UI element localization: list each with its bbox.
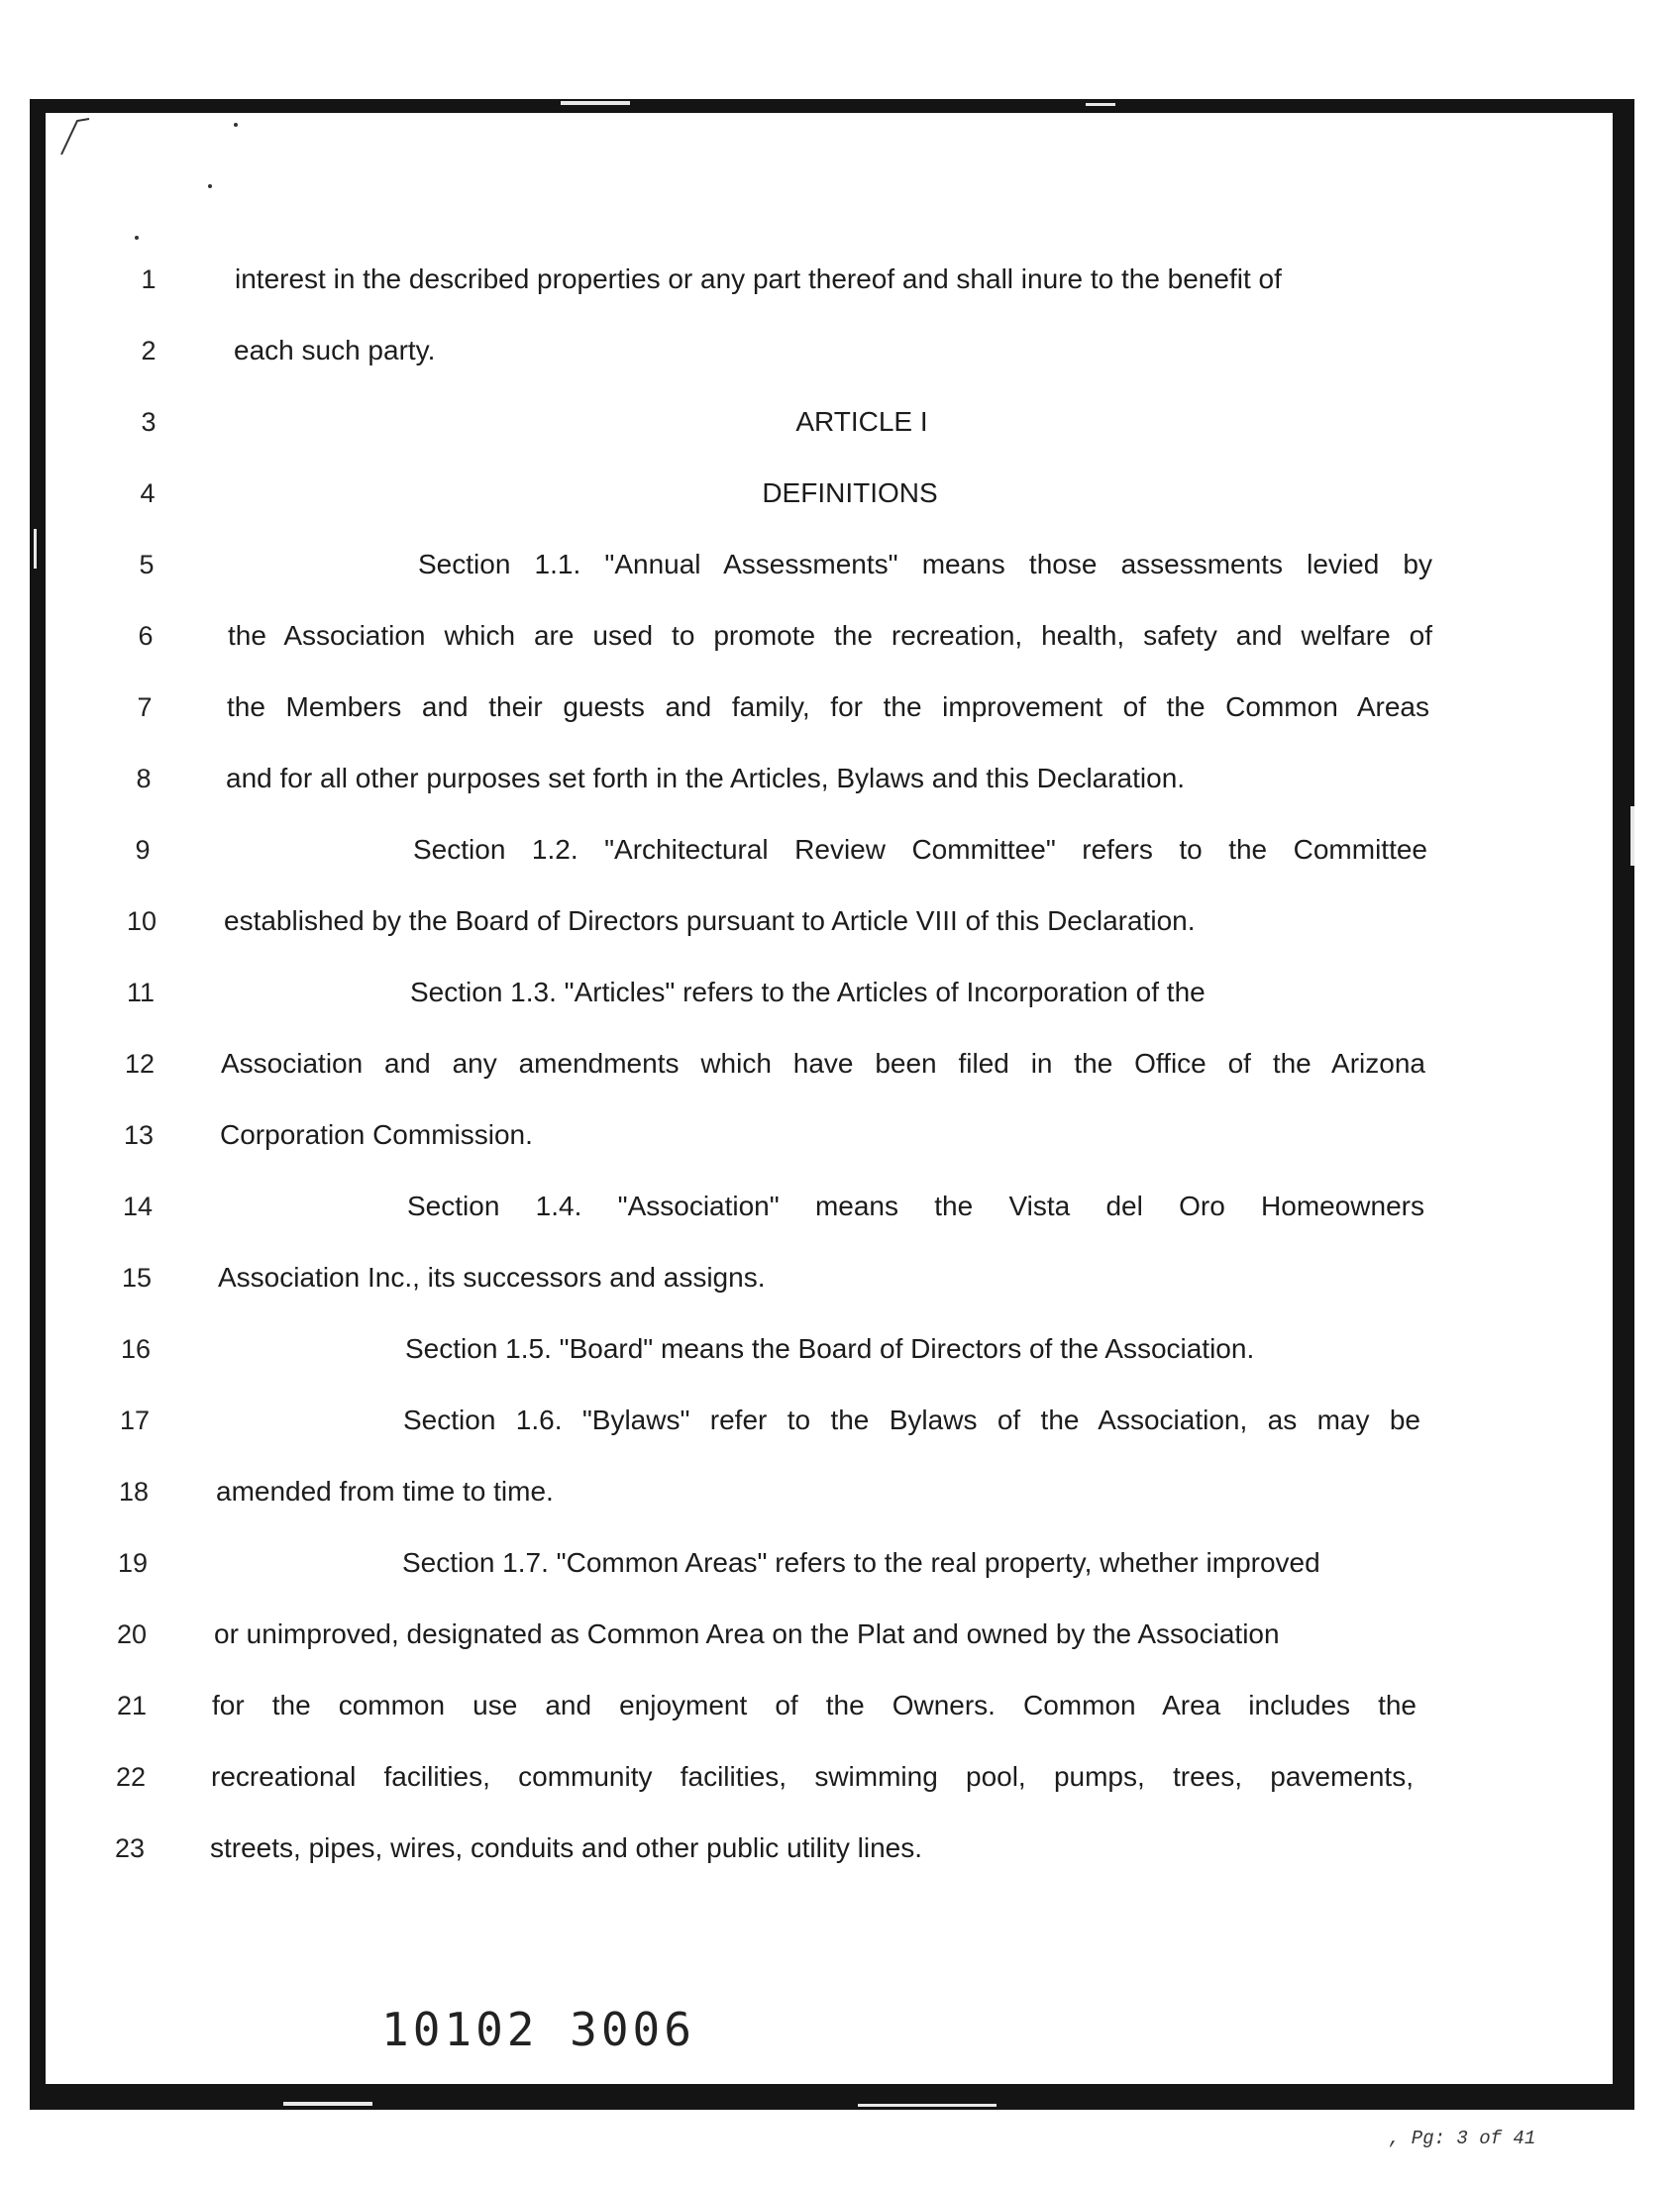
line-text: recreational facilities, community facilities, swimming pool, pumps, trees, pavements, [211, 1761, 1414, 1792]
document-line [0, 1187, 1680, 1226]
line-text: interest in the described properties or any part thereof and shall inure to the benefit of [235, 263, 1282, 294]
document-line [0, 1757, 1680, 1797]
document-line [0, 616, 1680, 656]
document-line [0, 830, 1680, 870]
frame-speck [1086, 103, 1115, 106]
line-number: 1 [141, 264, 157, 294]
line-number: 5 [139, 550, 155, 579]
line-text: Section 1.5. "Board" means the Board of Directors of the Association. [405, 1333, 1255, 1364]
line-number: 19 [117, 1548, 149, 1578]
line-text: Association and any amendments which have been filed in the Office of the Arizona [221, 1048, 1425, 1079]
line-number: 17 [119, 1406, 151, 1435]
document-line [0, 1543, 1680, 1583]
article-heading: ARTICLE I [795, 406, 928, 437]
line-text: or unimproved, designated as Common Area on the Plat and owned by the Association [214, 1618, 1280, 1649]
document-line [0, 687, 1680, 727]
document-line [0, 1258, 1680, 1298]
line-text: amended from time to time. [216, 1476, 554, 1507]
line-number: 4 [140, 478, 156, 508]
line-text: established by the Board of Directors pursuant to Article VIII of this Declaration. [224, 905, 1196, 936]
document-line [0, 973, 1680, 1012]
document-line [0, 473, 1680, 513]
page-indicator: , Pg: 3 of 41 [1389, 2128, 1536, 2149]
line-text: Corporation Commission. [220, 1119, 533, 1150]
line-number: 10 [126, 906, 158, 936]
article-title: DEFINITIONS [762, 477, 938, 508]
line-number: 7 [137, 692, 153, 722]
line-number: 6 [138, 621, 154, 651]
line-number: 15 [121, 1263, 153, 1293]
line-number: 2 [141, 336, 157, 365]
document-line [0, 402, 1680, 442]
document-line [0, 260, 1680, 299]
frame-speck [561, 101, 630, 105]
line-number: 11 [126, 978, 156, 1007]
line-text: the Members and their guests and family, for the improvement of the Common Areas [227, 691, 1429, 722]
line-number: 8 [136, 764, 152, 793]
line-text: each such party. [234, 335, 436, 365]
line-text: for the common use and enjoyment of the Owners. Common Area includes the [212, 1690, 1417, 1720]
document-line [0, 1044, 1680, 1084]
document-line [0, 331, 1680, 370]
line-number: 13 [123, 1120, 155, 1150]
document-line [0, 1115, 1680, 1155]
corner-scratch-mark [59, 117, 99, 156]
speck-dot [135, 236, 139, 240]
document-line [0, 759, 1680, 798]
document-line [0, 1614, 1680, 1654]
line-text: Section 1.7. "Common Areas" refers to the real property, whether improved [402, 1547, 1320, 1578]
frame-speck [283, 2102, 372, 2106]
document-line [0, 1401, 1680, 1440]
line-text: Section 1.3. "Articles" refers to the Articles of Incorporation of the [410, 977, 1206, 1007]
line-text: Section 1.1. "Annual Assessments" means those assessments levied by [418, 549, 1432, 579]
document-line [0, 545, 1680, 584]
document-line [0, 1329, 1680, 1369]
line-number: 18 [118, 1477, 150, 1507]
line-text: Section 1.4. "Association" means the Vista del Oro Homeowners [407, 1191, 1424, 1221]
line-text: the Association which are used to promote the recreation, health, safety and welfare of [228, 620, 1432, 651]
line-text: Section 1.6. "Bylaws" refer to the Bylaws of the Association, as may be [403, 1405, 1420, 1435]
document-line [0, 1686, 1680, 1725]
line-text: streets, pipes, wires, conduits and other public utility lines. [210, 1832, 923, 1863]
line-number: 3 [141, 407, 157, 437]
line-number: 20 [116, 1619, 148, 1649]
line-text: and for all other purposes set forth in the Articles, Bylaws and this Declaration. [226, 763, 1186, 793]
scanned-page-frame [30, 99, 1634, 2110]
line-number: 22 [115, 1762, 147, 1792]
document-line [0, 1828, 1680, 1868]
line-number: 21 [116, 1691, 148, 1720]
line-number: 23 [114, 1833, 146, 1863]
line-number: 9 [135, 835, 151, 865]
line-number: 14 [122, 1192, 154, 1221]
frame-speck [858, 2104, 997, 2107]
line-text: Association Inc., its successors and assigns. [218, 1262, 766, 1293]
line-text: Section 1.2. "Architectural Review Committee" refers to the Committee [413, 834, 1427, 865]
line-number: 16 [120, 1334, 152, 1364]
line-number: 12 [124, 1049, 156, 1079]
speck-dot [208, 184, 212, 188]
speck-dot [234, 123, 238, 127]
document-line [0, 901, 1680, 941]
recording-stamp: 10102 3006 [381, 2003, 695, 2056]
document-line [0, 1472, 1680, 1511]
